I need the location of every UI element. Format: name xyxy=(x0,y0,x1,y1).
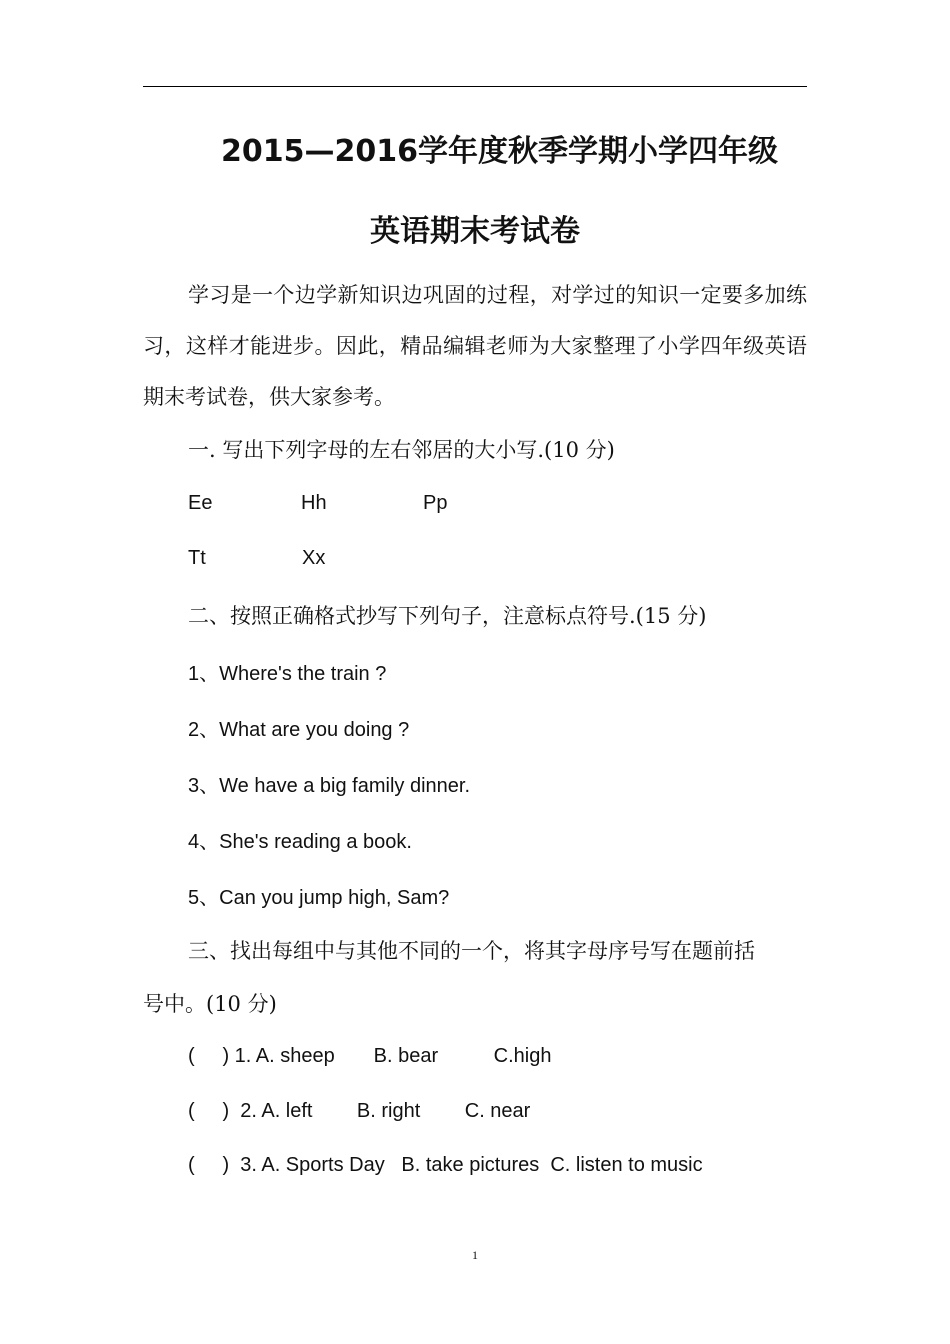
section-1-heading: 一. 写出下列字母的左右邻居的大小写.(10 分) xyxy=(188,438,615,462)
document-title-line-2: 英语期末考试卷 xyxy=(370,214,580,249)
sentence-item: 4、She's reading a book. xyxy=(188,831,412,853)
sentence-item: 1、Where's the train ? xyxy=(188,663,387,685)
section-3-heading-line-1: 三、找出每组中与其他不同的一个，将其字母序号写在题前括 xyxy=(188,939,755,963)
section-3-heading-line-2: 号中。(10 分) xyxy=(143,992,277,1016)
choice-item: ( ) 1. A. sheep B. bear C.high xyxy=(188,1045,552,1067)
letter-hh: Hh xyxy=(301,492,327,514)
document-title-line-1: 2015—2016学年度秋季学期小学四年级 xyxy=(221,134,778,169)
sentence-item: 5、Can you jump high, Sam? xyxy=(188,887,450,909)
letter-tt: Tt xyxy=(188,547,206,569)
letter-pp: Pp xyxy=(423,492,448,514)
sentence-item: 2、What are you doing ? xyxy=(188,719,410,741)
page-number: 1 xyxy=(472,1248,478,1262)
letter-xx: Xx xyxy=(302,547,326,569)
intro-paragraph: 学习是一个边学新知识边巩固的过程，对学过的知识一定要多加练习，这样才能进步。因此，精品编辑老师为大家整理了小学四年级英语期末考试卷，供大家参考。 xyxy=(143,283,807,409)
header-rule xyxy=(143,86,807,87)
sentence-item: 3、We have a big family dinner. xyxy=(188,775,471,797)
choice-item: ( ) 2. A. left B. right C. near xyxy=(188,1100,531,1122)
section-2-heading: 二、按照正确格式抄写下列句子，注意标点符号.(15 分) xyxy=(188,604,707,628)
letter-ee: Ee xyxy=(188,492,213,514)
choice-item: ( ) 3. A. Sports Day B. take pictures C. listen to music xyxy=(188,1154,703,1176)
